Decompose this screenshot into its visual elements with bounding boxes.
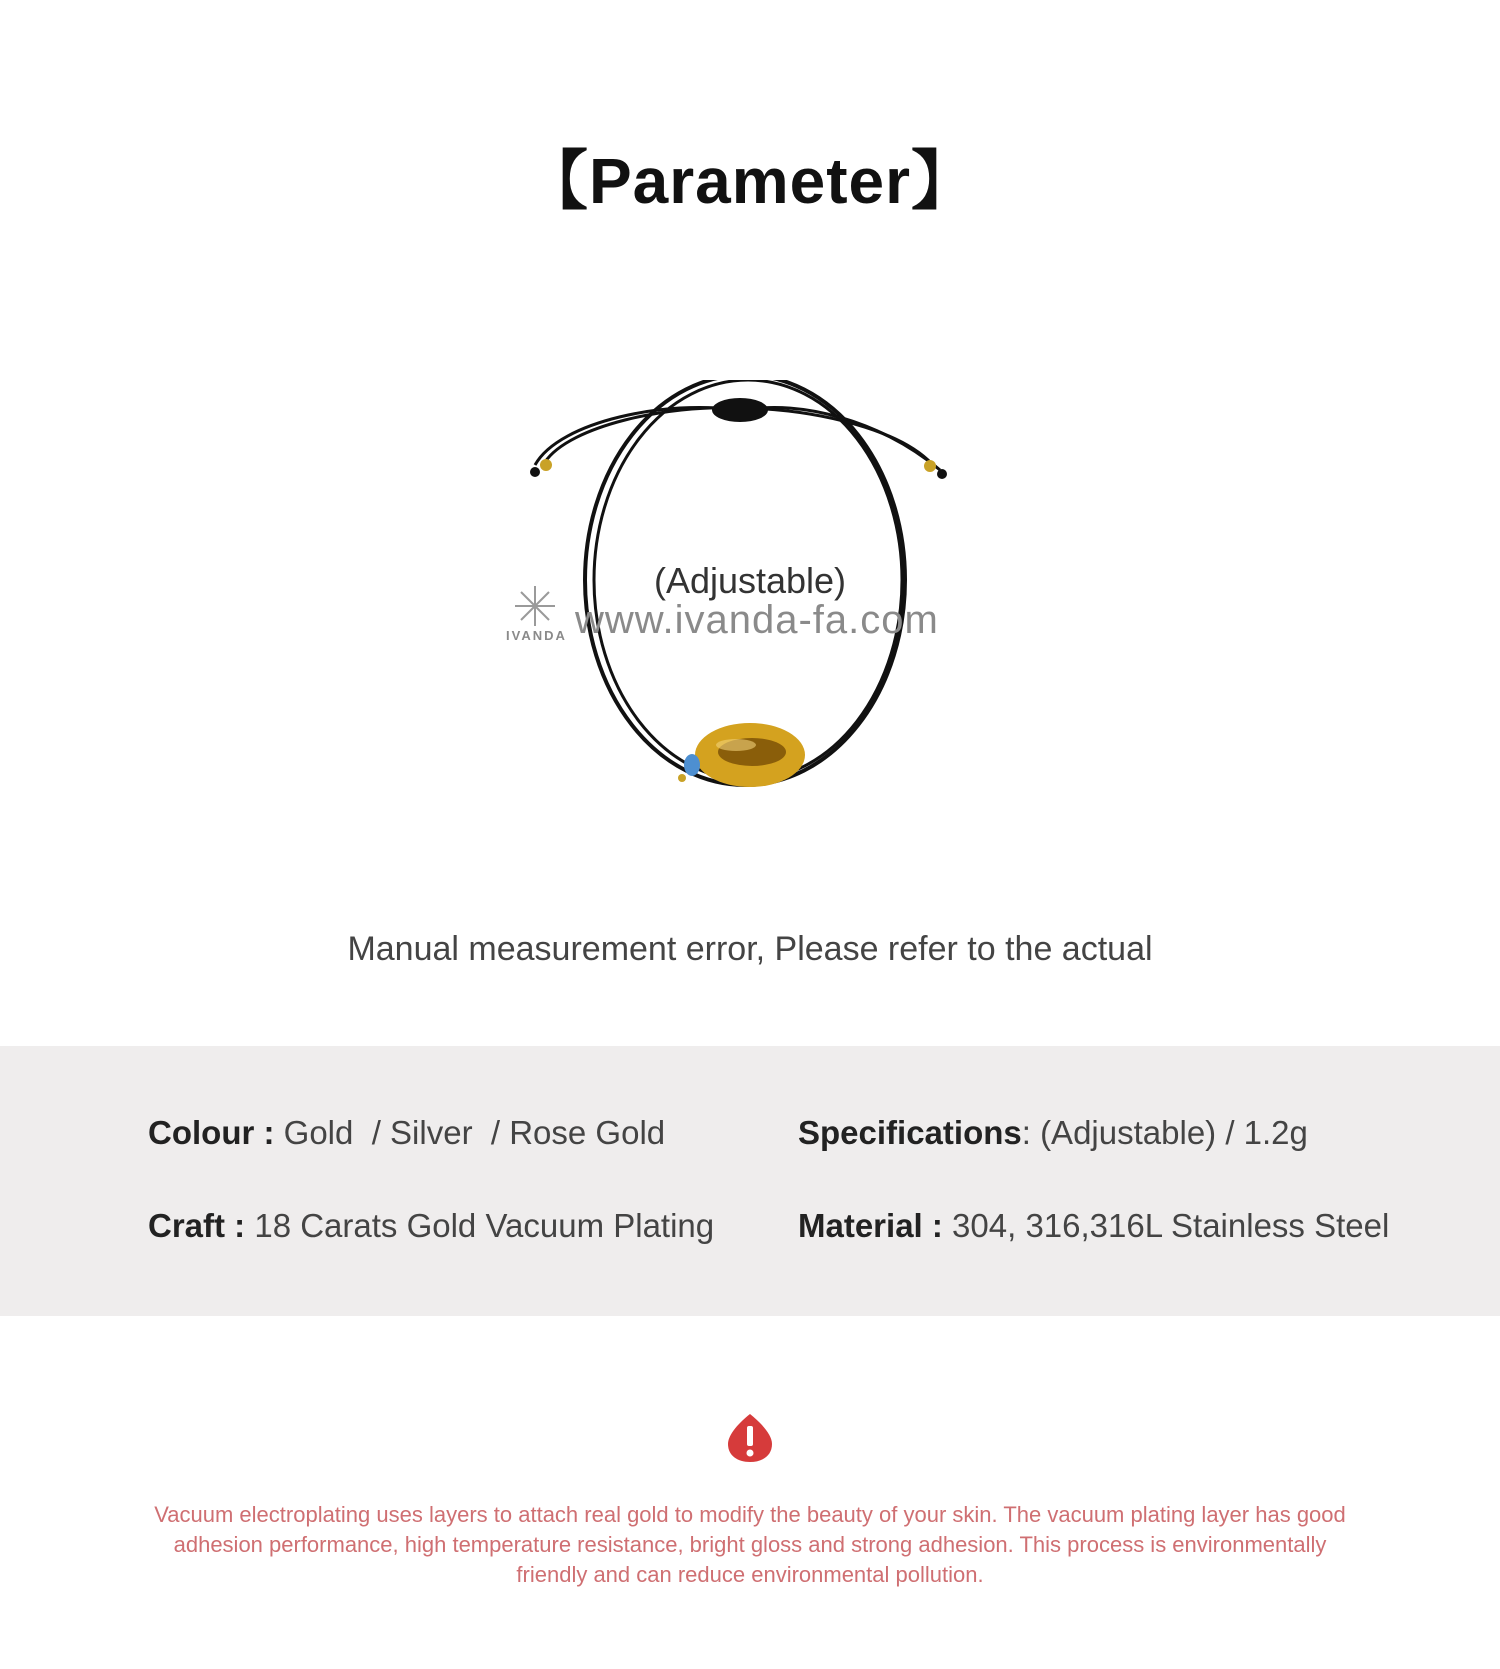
spec-colour-label: Colour :: [148, 1114, 275, 1151]
adjustable-label: (Adjustable): [653, 560, 847, 601]
spec-colour-value: Gold / Silver / Rose Gold: [283, 1114, 666, 1151]
disclaimer-text: Vacuum electroplating uses layers to attach real gold to modify the beauty of your skin. The vacuum plating layer has good adhesion performance, high temperature resistance, bright gloss and strong adhesion. This process is environmentally friendly and can reduce environmental pollution.: [154, 1502, 1346, 1587]
spec-specifications: [798, 1114, 1308, 1152]
page-title: 【Parameter】: [523, 145, 977, 217]
measurement-note: Manual measurement error, Please refer to the actual: [347, 930, 1153, 968]
spec-craft-label: Craft :: [148, 1207, 246, 1244]
spec-specifications-label: Specifications: [798, 1114, 1022, 1151]
watermark-brand: IVANDA: [506, 628, 567, 643]
spec-material: [798, 1207, 1389, 1245]
spec-specifications-value: : (Adjustable) / 1.2g: [1021, 1114, 1308, 1151]
spec-material-label: Material :: [798, 1207, 943, 1244]
spec-craft: [148, 1207, 714, 1245]
spec-band: [0, 1046, 1500, 1316]
spec-colour: [148, 1114, 665, 1152]
spec-craft-value: 18 Carats Gold Vacuum Plating: [254, 1207, 715, 1244]
watermark-url: www.ivanda-fa.com: [575, 598, 939, 642]
spec-material-value: 304, 316,316L Stainless Steel: [952, 1207, 1390, 1244]
warning-icon: [726, 1412, 774, 1464]
